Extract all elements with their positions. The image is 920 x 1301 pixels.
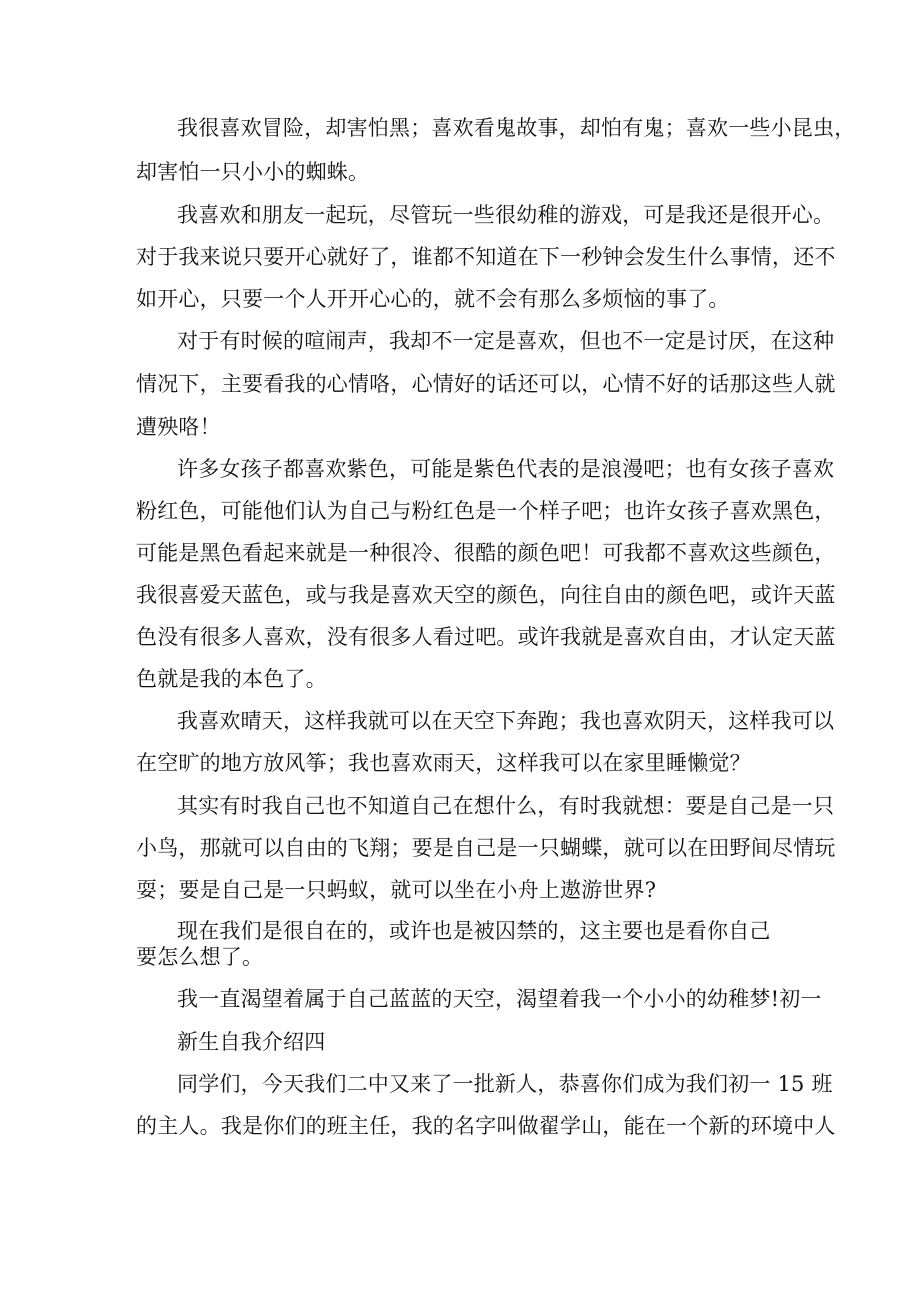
paragraph-4-line-3: 可能是黑色看起来就是一种很冷、很酷的颜色吧！可我都不喜欢这些颜色，: [136, 541, 836, 565]
paragraph-4-line-1: 许多女孩子都喜欢紫色，可能是紫色代表的是浪漫吧；也有女孩子喜欢: [177, 457, 835, 481]
paragraph-4-line-6: 色就是我的本色了。: [136, 667, 327, 691]
paragraph-8-line-1: 我一直渴望着属于自己蓝蓝的天空，渴望着我一个小小的幼稚梦!初一: [177, 987, 822, 1011]
paragraph-9-line-1: 同学们，今天我们二中又来了一批新人，恭喜你们成为我们初一 15 班: [177, 1072, 833, 1096]
paragraph-7-line-2: 要怎么想了。: [136, 945, 264, 969]
paragraph-6-line-3: 耍；要是自己是一只蚂蚁，就可以坐在小舟上遨游世界?: [136, 878, 657, 902]
paragraph-4-line-2: 粉红色，可能他们认为自己与粉红色是一个样子吧；也许女孩子喜欢黑色，: [136, 499, 836, 523]
paragraph-5-line-1: 我喜欢晴天，这样我就可以在天空下奔跑；我也喜欢阴天，这样我可以: [177, 709, 835, 733]
paragraph-3-line-1: 对于有时候的喧闹声，我却不一定是喜欢，但也不一定是讨厌，在这种: [177, 329, 835, 353]
paragraph-4-line-4: 我很喜爱天蓝色，或与我是喜欢天空的颜色，向往自由的颜色吧，或许天蓝: [136, 583, 836, 607]
paragraph-9-line-2: 的主人。我是你们的班主任，我的名字叫做翟学山，能在一个新的环境中人: [136, 1114, 836, 1138]
paragraph-2-line-1: 我喜欢和朋友一起玩，尽管玩一些很幼稚的游戏，可是我还是很开心。: [177, 203, 835, 227]
paragraph-8-line-2: 新生自我介绍四: [177, 1030, 326, 1054]
paragraph-3-line-2: 情况下，主要看我的心情咯，心情好的话还可以，心情不好的话那这些人就: [136, 372, 836, 396]
paragraph-1-line-2: 却害怕一只小小的蜘蛛。: [136, 160, 370, 184]
paragraph-4-line-5: 色没有很多人喜欢，没有很多人看过吧。或许我就是喜欢自由，才认定天蓝: [136, 625, 836, 649]
paragraph-2-line-2: 对于我来说只要开心就好了，谁都不知道在下一秒钟会发生什么事情，还不: [136, 245, 836, 269]
paragraph-7-line-1: 现在我们是很自在的，或许也是被囚禁的，这主要也是看你自己: [177, 919, 771, 943]
paragraph-5-line-2: 在空旷的地方放风筝；我也喜欢雨天，这样我可以在家里睡懒觉？: [136, 751, 751, 775]
paragraph-6-line-1: 其实有时我自己也不知道自己在想什么，有时我就想：要是自己是一只: [177, 794, 835, 818]
paragraph-6-line-2: 小鸟，那就可以自由的飞翔；要是自己是一只蝴蝶，就可以在田野间尽情玩: [136, 836, 836, 860]
paragraph-3-line-3: 遭殃咯！: [136, 415, 221, 439]
paragraph-2-line-3: 如开心，只要一个人开开心心的，就不会有那么多烦恼的事了。: [136, 287, 730, 311]
paragraph-1-line-1: 我很喜欢冒险，却害怕黑；喜欢看鬼故事，却怕有鬼；喜欢一些小昆虫，: [177, 116, 856, 140]
